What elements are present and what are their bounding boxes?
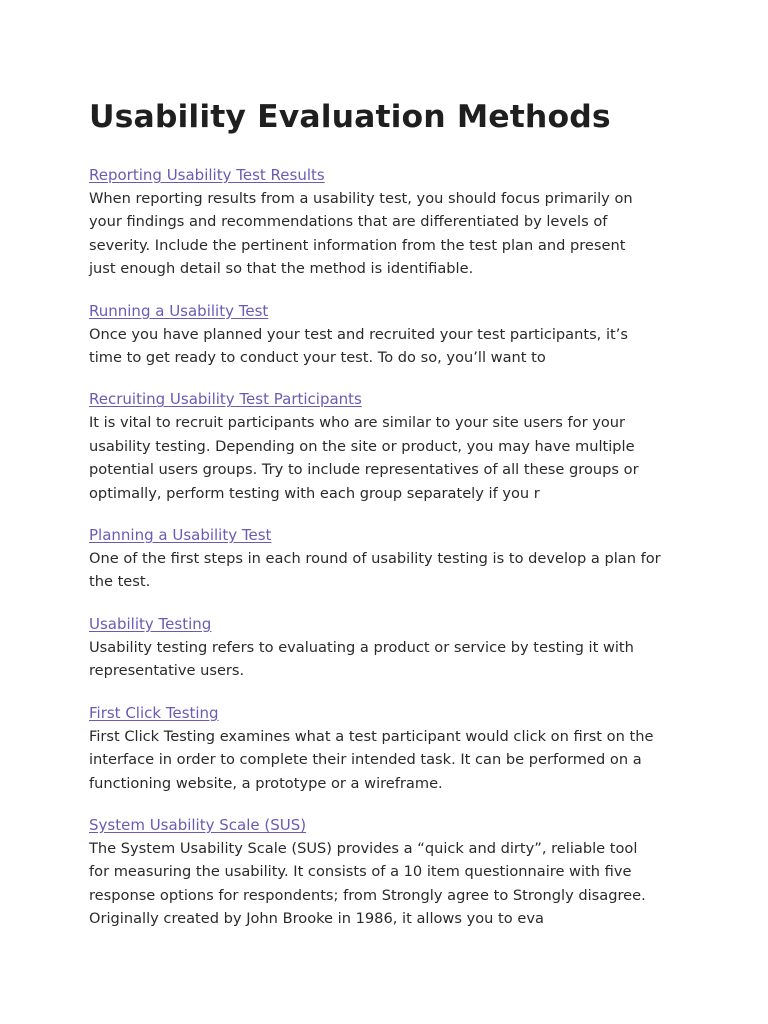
section-first-click-testing: [89, 702, 689, 795]
link-first-click-testing[interactable]: First Click Testing: [89, 703, 219, 722]
link-system-usability-scale[interactable]: System Usability Scale (SUS): [89, 815, 307, 834]
document-page: [89, 95, 689, 950]
link-recruiting-usability-test-participants[interactable]: Recruiting Usability Test Participants: [89, 390, 362, 409]
section-system-usability-scale: [89, 814, 689, 931]
section-recruiting-participants: [89, 388, 689, 505]
section-body-planning: One of the first steps in each round of usability testing is to develop a plan for the test.: [89, 550, 661, 591]
section-planning-a-usability-test: [89, 524, 689, 594]
link-planning-a-usability-test[interactable]: Planning a Usability Test: [89, 526, 272, 545]
section-running-a-usability-test: [89, 300, 689, 370]
section-body-usability-testing: Usability testing refers to evaluating a product or service by testing it with representative users.: [89, 638, 634, 680]
link-reporting-usability-test-results[interactable]: Reporting Usability Test Results: [89, 166, 325, 184]
link-usability-testing[interactable]: Usability Testing: [89, 614, 212, 633]
link-running-a-usability-test[interactable]: Running a Usability Test: [89, 301, 269, 320]
page-title: Usability Evaluation Methods: [89, 99, 611, 135]
section-body-running: Once you have planned your test and recruited your test participants, it’s time to get ready to conduct your test. To do so, you’ll want to: [89, 325, 628, 367]
section-body-first-click: First Click Testing examines what a test participant would click on first on the interface in order to complete their intended task. It can be performed on a functioning website, a prototype or a wireframe.: [89, 727, 654, 792]
section-body-recruiting: It is vital to recruit participants who are similar to your site users for your usability testing. Depending on the site or product, you may have multiple potential users groups. Try to include representatives of all these groups or optimally, perform testing with each group separately if you r: [89, 414, 639, 502]
section-usability-testing: [89, 613, 689, 683]
section-body-reporting: When reporting results from a usability test, you should focus primarily on your findings and recommendations that are differentiated by levels of severity. Include the pertinent information from the test plan and present just enough detail so that the method is identifiable.: [89, 190, 633, 278]
section-body-sus: The System Usability Scale (SUS) provides a “quick and dirty”, reliable tool for measuring the usability. It consists of a 10 item questionnaire with five response options for respondents; from Strongly agree to Strongly disagree. Originally created by John Brooke in 1986, it allows you to eva: [89, 839, 646, 928]
section-reporting-usability-test-results: [89, 164, 689, 281]
